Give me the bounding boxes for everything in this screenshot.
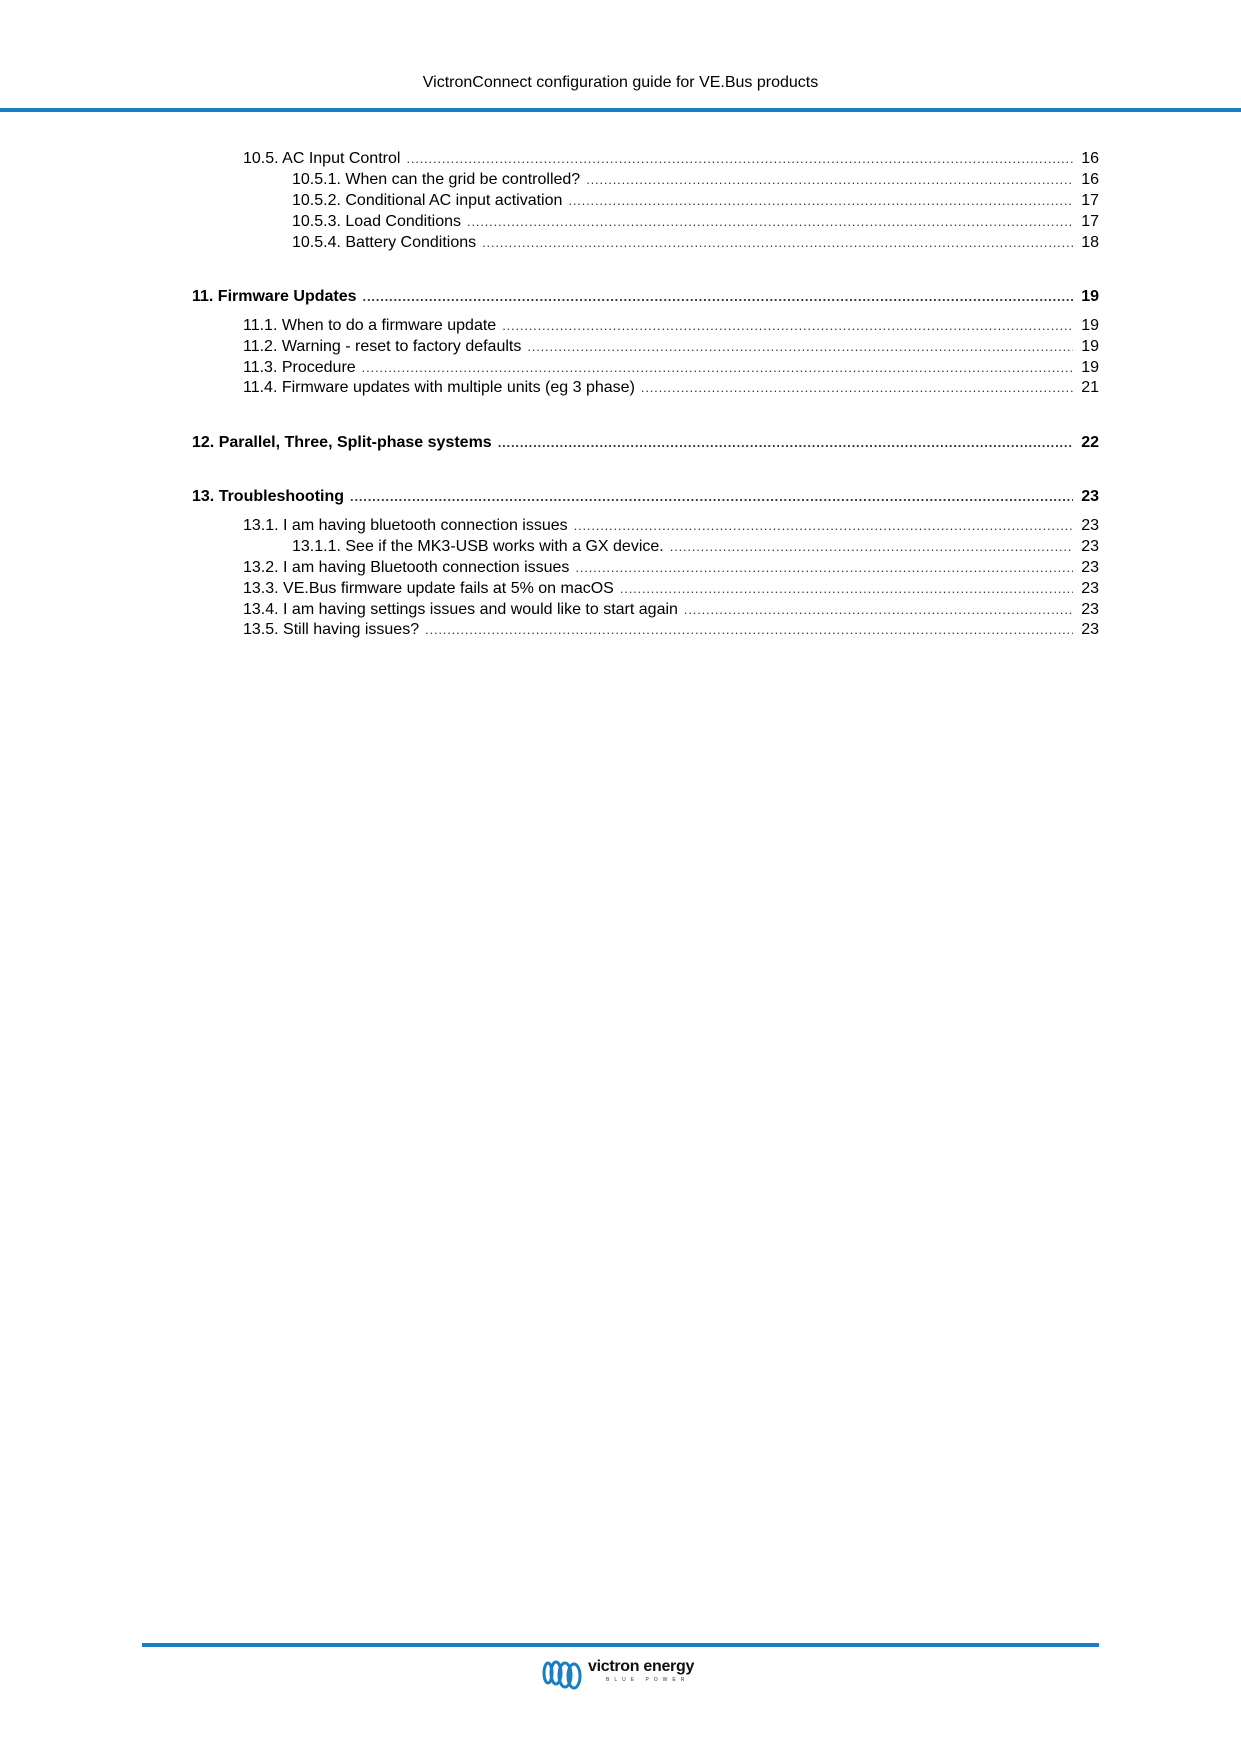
toc-entry[interactable] <box>292 233 1099 253</box>
toc-dot-leader <box>527 337 1073 357</box>
toc-entry-title: 11. Firmware Updates <box>192 288 357 305</box>
toc-entry[interactable] <box>243 378 1099 398</box>
toc-entry-page: 18 <box>1081 234 1099 251</box>
toc-entry[interactable] <box>292 191 1099 211</box>
toc-entry-title: 11.2. Warning - reset to factory defaults <box>243 338 522 355</box>
toc-entry-title: 13.2. I am having Bluetooth connection issues <box>243 559 570 576</box>
toc-entry[interactable] <box>243 516 1099 536</box>
toc-entry-title: 10.5. AC Input Control <box>243 150 401 167</box>
toc-dot-leader <box>482 233 1073 253</box>
toc-entry-page: 16 <box>1081 150 1099 167</box>
toc-dot-leader <box>362 358 1074 378</box>
toc-entry[interactable] <box>292 170 1099 190</box>
toc-entry-title: 13.1.1. See if the MK3-USB works with a GX device. <box>292 538 664 555</box>
victron-logo: victron energy BLUE POWER <box>540 1658 710 1692</box>
toc-entry-title: 11.1. When to do a firmware update <box>243 317 497 334</box>
toc-dot-leader <box>574 516 1074 536</box>
toc-entry-title: 10.5.2. Conditional AC input activation <box>292 192 563 209</box>
footer-rule <box>142 1643 1099 1647</box>
toc-entry-title: 10.5.4. Battery Conditions <box>292 234 477 251</box>
toc-entry-page: 23 <box>1081 488 1099 505</box>
toc-entry[interactable] <box>243 600 1099 620</box>
toc-dot-leader <box>363 287 1074 307</box>
toc-dot-leader <box>620 579 1073 599</box>
toc-entry[interactable] <box>243 149 1099 169</box>
toc-entry-page: 19 <box>1081 288 1099 305</box>
toc-entry[interactable] <box>243 337 1099 357</box>
toc-entry-title: 13.1. I am having bluetooth connection issues <box>243 517 568 534</box>
toc-entry[interactable] <box>243 558 1099 578</box>
toc-entry-title: 13.4. I am having settings issues and would like to start again <box>243 601 678 618</box>
toc-dot-leader <box>498 433 1074 453</box>
toc-dot-leader <box>350 487 1073 507</box>
toc-dot-leader <box>670 537 1073 557</box>
victron-coil-icon <box>540 1658 588 1692</box>
toc-entry-page: 23 <box>1081 559 1099 576</box>
toc-entry-title: 12. Parallel, Three, Split-phase systems <box>192 434 492 451</box>
toc-dot-leader <box>684 600 1073 620</box>
toc-entry-title: 13.3. VE.Bus firmware update fails at 5% on macOS <box>243 580 614 597</box>
toc-entry-page: 23 <box>1081 538 1099 555</box>
toc-dot-leader <box>502 316 1073 336</box>
running-header: VictronConnect configuration guide for VE.Bus products <box>422 74 819 91</box>
toc-dot-leader <box>467 212 1073 232</box>
toc-entry-title: 13.5. Still having issues? <box>243 621 420 638</box>
toc-entry-page: 21 <box>1081 379 1099 396</box>
toc-dot-leader <box>568 191 1073 211</box>
toc-dot-leader <box>406 149 1073 169</box>
toc-entry[interactable] <box>292 212 1099 232</box>
toc-entry-title: 13. Troubleshooting <box>192 488 345 505</box>
toc-dot-leader <box>586 170 1073 190</box>
toc-entry-page: 16 <box>1081 171 1099 188</box>
toc-entry-title: 11.4. Firmware updates with multiple units (eg 3 phase) <box>243 379 635 396</box>
toc-dot-leader <box>641 378 1073 398</box>
toc-entry[interactable] <box>243 358 1099 378</box>
toc-entry-page: 23 <box>1081 517 1099 534</box>
toc-entry-title: 10.5.3. Load Conditions <box>292 213 462 230</box>
toc-entry-page: 23 <box>1081 621 1099 638</box>
toc-entry[interactable] <box>243 316 1099 336</box>
toc-entry-page: 22 <box>1081 434 1099 451</box>
toc-entry-page: 19 <box>1081 359 1099 376</box>
toc-entry-page: 23 <box>1081 601 1099 618</box>
toc-entry-page: 17 <box>1081 192 1099 209</box>
header-rule <box>0 108 1241 112</box>
toc-entry-title: 10.5.1. When can the grid be controlled? <box>292 171 581 188</box>
toc-entry[interactable] <box>243 579 1099 599</box>
toc-entry[interactable] <box>192 287 1099 307</box>
toc-entry-title: 11.3. Procedure <box>243 359 356 376</box>
toc-entry[interactable] <box>192 433 1099 453</box>
toc-entry-page: 23 <box>1081 580 1099 597</box>
toc-dot-leader <box>425 620 1073 640</box>
toc-entry-page: 17 <box>1081 213 1099 230</box>
toc-entry[interactable] <box>243 620 1099 640</box>
toc-dot-leader <box>575 558 1073 578</box>
toc-entry[interactable] <box>192 487 1099 507</box>
toc-entry-page: 19 <box>1081 317 1099 334</box>
toc-entry-page: 19 <box>1081 338 1099 355</box>
toc-entry[interactable] <box>292 537 1099 557</box>
